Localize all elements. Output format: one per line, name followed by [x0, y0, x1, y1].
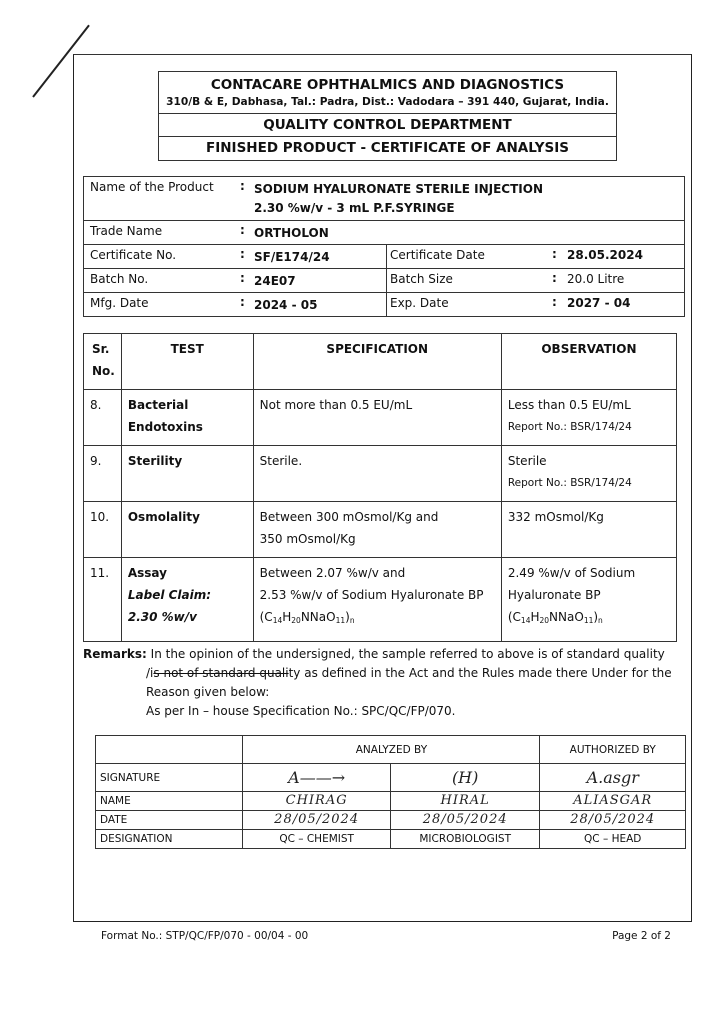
table-row: [84, 558, 677, 642]
observation-line: 2.49 %w/v of Sodium: [507, 566, 636, 580]
header-specification: SPECIFICATION: [253, 334, 501, 390]
batch-size-label: Batch Size: [390, 272, 453, 286]
table-header-row: [84, 334, 677, 390]
specification-line: Between 2.07 %w/v and: [259, 566, 406, 580]
specification: Not more than 0.5 EU/mL: [253, 390, 501, 446]
colon: :: [552, 247, 557, 261]
date-row: [96, 811, 686, 830]
observation: [501, 558, 676, 642]
label-claim-label: Label Claim:: [127, 588, 212, 602]
colon: :: [552, 295, 557, 309]
product-name-line1: SODIUM HYALURONATE STERILE INJECTION: [254, 182, 543, 196]
column-divider: [386, 293, 387, 316]
certificate-date-label: Certificate Date: [390, 248, 485, 262]
trade-name-value: ORTHOLON: [254, 226, 329, 240]
date-microbiologist: 28/05/2024: [390, 811, 540, 830]
name-microbiologist: HIRAL: [390, 792, 540, 811]
chemical-formula: $(C_{14}H_{20}NNaO_{11})_n$: [507, 610, 603, 625]
designation-microbiologist: MICROBIOLOGIST: [390, 830, 540, 849]
department-title: QUALITY CONTROL DEPARTMENT: [159, 113, 616, 136]
struck-text: s not of standard quali: [153, 666, 289, 680]
format-number: Format No.: STP/QC/FP/070 - 00/04 - 00: [101, 930, 309, 942]
mfg-date-label: Mfg. Date: [90, 296, 149, 310]
trade-name-label: Trade Name: [90, 224, 163, 238]
designation-qc-head: QC – HEAD: [540, 830, 686, 849]
remarks-text: /i: [146, 666, 154, 680]
name-label: NAME: [96, 792, 243, 811]
header-sr-line2: No.: [92, 364, 115, 378]
certificate-date-value: 28.05.2024: [567, 248, 643, 262]
colon: :: [240, 223, 245, 237]
specification-line: Between 300 mOsmol/Kg and: [259, 510, 439, 524]
specification: Sterile.: [253, 446, 501, 502]
designation-chemist: QC – CHEMIST: [243, 830, 391, 849]
header-sr-line1: Sr.: [92, 342, 110, 356]
colon: :: [552, 271, 557, 285]
document-title: FINISHED PRODUCT - CERTIFICATE OF ANALYSIS: [159, 136, 616, 160]
remarks-line-3: Reason given below:: [146, 685, 270, 699]
sr-no: 11.: [84, 558, 122, 642]
company-address: 310/B & E, Dabhasa, Tal.: Padra, Dist.: Vadodara – 391 440, Gujarat, India.: [166, 96, 609, 108]
page-number: Page 2 of 2: [612, 930, 671, 942]
exp-date-label: Exp. Date: [390, 296, 449, 310]
test-name-line: Assay: [127, 566, 167, 580]
signature-header-row: [96, 736, 686, 764]
company-block: [159, 72, 616, 113]
date-label: DATE: [96, 811, 243, 830]
colon: :: [240, 179, 245, 193]
remarks-specification-ref: As per In – house Specification No.: SPC/QC/FP/070.: [146, 704, 456, 718]
column-divider: [386, 269, 387, 292]
specification: [253, 558, 501, 642]
mfg-date-value: 2024 - 05: [254, 298, 318, 312]
signature-qc-head: A.asgr: [540, 764, 686, 792]
header-sr-no: [84, 334, 122, 390]
remarks-text: In the opinion of the undersigned, the sample referred to above is of standard quality: [150, 647, 665, 661]
test-name-line: Bacterial: [127, 398, 189, 412]
signature-row: [96, 764, 686, 792]
table-row: [84, 390, 677, 446]
product-name-label: Name of the Product: [90, 180, 214, 194]
remarks-section: [83, 645, 683, 721]
designation-row: [96, 830, 686, 849]
date-qc-head: 28/05/2024: [540, 811, 686, 830]
authorized-by-header: AUTHORIZED BY: [540, 736, 686, 764]
colon: :: [240, 247, 245, 261]
analyzed-by-header: ANALYZED BY: [243, 736, 540, 764]
product-name-value: [254, 180, 543, 218]
column-divider: [386, 245, 387, 268]
company-name: CONTACARE OPHTHALMICS AND DIAGNOSTICS: [210, 77, 565, 93]
header-observation: OBSERVATION: [501, 334, 676, 390]
certificate-row: [84, 244, 684, 268]
name-row: [96, 792, 686, 811]
remarks-text: ty as defined in the Act and the Rules made there Under for the: [288, 666, 672, 680]
sr-no: 9.: [84, 446, 122, 502]
colon: :: [240, 295, 245, 309]
table-row: [84, 446, 677, 502]
remarks-line-2: [83, 664, 683, 683]
product-name-line2: 2.30 %w/v - 3 mL P.F.SYRINGE: [254, 201, 455, 215]
remarks-line-1: [83, 645, 683, 664]
specification-line: 350 mOsmol/Kg: [259, 532, 356, 546]
test-name: [121, 558, 253, 642]
test-name: [121, 390, 253, 446]
test-name: Osmolality: [121, 502, 253, 558]
test-name: Sterility: [121, 446, 253, 502]
remarks-label: Remarks:: [83, 647, 147, 661]
signature-chemist: A——→: [243, 764, 391, 792]
product-info-table: [83, 176, 685, 317]
chemical-formula: $(C_{14}H_{20}NNaO_{11})_n$: [259, 610, 355, 625]
date-chemist: 28/05/2024: [243, 811, 391, 830]
sr-no: 8.: [84, 390, 122, 446]
batch-no-value: 24E07: [254, 274, 296, 288]
observation-result: Sterile: [507, 454, 547, 468]
batch-size-value: 20.0 Litre: [567, 272, 625, 286]
observation-result: Less than 0.5 EU/mL: [507, 398, 631, 412]
dates-row: [84, 292, 684, 316]
exp-date-value: 2027 - 04: [567, 296, 631, 310]
observation: [501, 446, 676, 502]
observation: [501, 390, 676, 446]
report-number: Report No.: BSR/174/24: [507, 421, 632, 433]
specification-line: 2.53 %w/v of Sodium Hyaluronate BP: [259, 588, 484, 602]
signature-label: SIGNATURE: [96, 764, 243, 792]
specification: [253, 502, 501, 558]
certificate-no-value: SF/E174/24: [254, 250, 330, 264]
observation: 332 mOsmol/Kg: [501, 502, 676, 558]
trade-name-row: [84, 220, 684, 244]
product-name-row: [84, 177, 684, 220]
batch-no-label: Batch No.: [90, 272, 149, 286]
batch-row: [84, 268, 684, 292]
table-row: [84, 502, 677, 558]
test-name-line: Endotoxins: [127, 420, 203, 434]
label-claim-value: 2.30 %w/v: [127, 610, 197, 624]
sr-no: 10.: [84, 502, 122, 558]
observation-line: Hyaluronate BP: [507, 588, 601, 602]
colon: :: [240, 271, 245, 285]
name-chemist: CHIRAG: [243, 792, 391, 811]
empty-header-cell: [96, 736, 243, 764]
name-qc-head: ALIASGAR: [540, 792, 686, 811]
test-results-table: [83, 333, 677, 642]
report-number: Report No.: BSR/174/24: [507, 477, 632, 489]
signature-microbiologist: (H): [390, 764, 540, 792]
designation-label: DESIGNATION: [96, 830, 243, 849]
header-test: TEST: [121, 334, 253, 390]
document-header: [158, 71, 617, 161]
signature-table: [95, 735, 686, 849]
certificate-no-label: Certificate No.: [90, 248, 177, 262]
